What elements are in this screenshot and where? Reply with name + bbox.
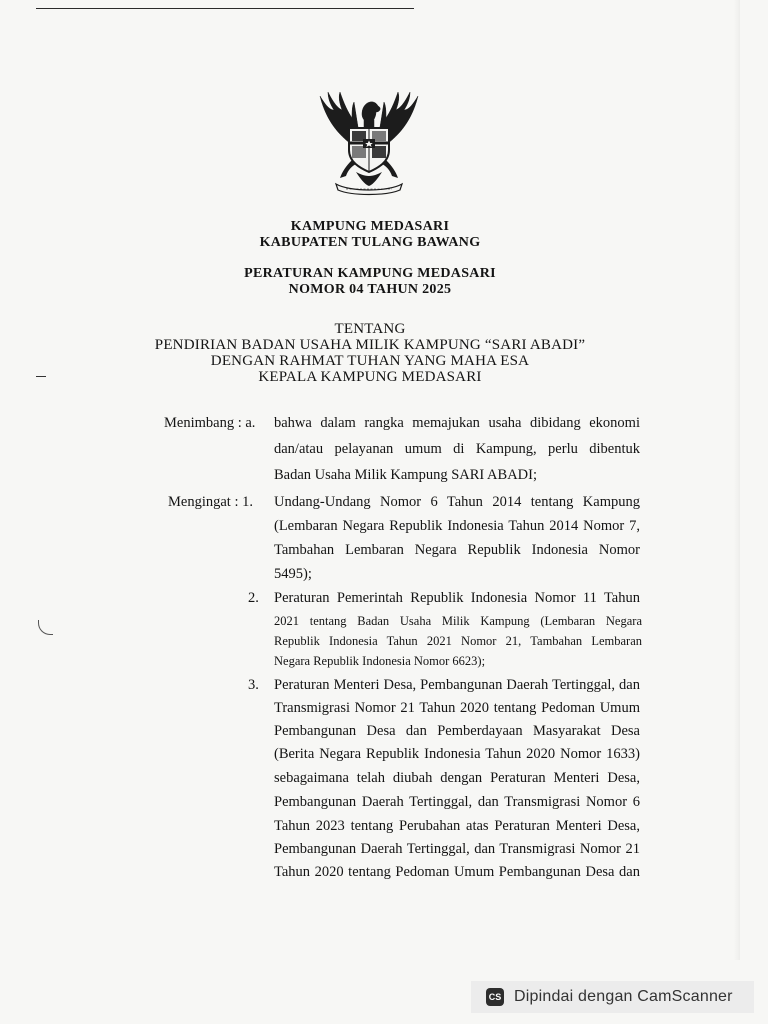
header-line-village: KAMPUNG MEDASARI bbox=[290, 219, 450, 234]
title-line-subject: PENDIRIAN BADAN USAHA MILIK KAMPUNG “SARI ABADI” bbox=[154, 337, 586, 353]
mengingat-item1-line: Tambahan Lembaran Negara Republik Indonesia Nomor bbox=[274, 542, 640, 558]
top-rule bbox=[36, 8, 414, 9]
mengingat-item2-number: 2. bbox=[248, 590, 259, 606]
mengingat-item3-line: Pembangunan Daerah Tertinggal, dan Transmigrasi Nomor 21 bbox=[274, 841, 640, 857]
mengingat-item1-line: (Lembaran Negara Republik Indonesia Tahun 2014 Nomor 7, bbox=[274, 518, 640, 534]
mengingat-item3-line: Tahun 2023 tentang Perubahan atas Peraturan Menteri Desa, bbox=[274, 818, 640, 834]
mengingat-item3-line: (Berita Negara Republik Indonesia Tahun 2020 Nomor 1633) bbox=[274, 746, 640, 762]
header-line-number: NOMOR 04 TAHUN 2025 bbox=[288, 282, 452, 297]
title-line-blessing: DENGAN RAHMAT TUHAN YANG MAHA ESA bbox=[210, 353, 530, 369]
mengingat-item2-line: 2021 tentang Badan Usaha Milik Kampung (Lembaran Negara bbox=[274, 614, 642, 628]
menimbang-label: Menimbang : a. bbox=[164, 415, 256, 431]
mengingat-item2-line: Negara Republik Indonesia Nomor 6623); bbox=[274, 654, 486, 668]
header-line-regulation: PERATURAN KAMPUNG MEDASARI bbox=[244, 266, 496, 281]
mengingat-item3-number: 3. bbox=[248, 677, 259, 693]
camscanner-logo-icon: CS bbox=[486, 988, 504, 1006]
title-line-head: KEPALA KAMPUNG MEDASARI bbox=[258, 369, 482, 385]
camscanner-watermark bbox=[471, 981, 754, 1013]
mengingat-item3-line: Peraturan Menteri Desa, Pembangunan Daerah Tertinggal, dan bbox=[274, 677, 640, 693]
mengingat-item2-line: Republik Indonesia Tahun 2021 Nomor 21, Tambahan Lembaran bbox=[274, 634, 642, 648]
mengingat-item3-line: Pembangunan Daerah Tertinggal, dan Transmigrasi Nomor 6 bbox=[274, 794, 640, 810]
mengingat-label: Mengingat : 1. bbox=[168, 494, 253, 510]
mengingat-item3-line: sebagaimana telah diubah dengan Peraturan Menteri Desa, bbox=[274, 770, 640, 786]
camscanner-text: Dipindai dengan CamScanner bbox=[514, 988, 733, 1005]
scan-mark bbox=[38, 620, 53, 635]
mengingat-item1-line: Undang-Undang Nomor 6 Tahun 2014 tentang Kampung bbox=[274, 494, 640, 510]
mengingat-item3-line: Transmigrasi Nomor 21 Tahun 2020 tentang Pedoman Umum bbox=[274, 700, 640, 716]
mengingat-item1-line: 5495); bbox=[274, 566, 312, 582]
mengingat-item3-line: Tahun 2020 tentang Pedoman Umum Pembangunan Desa dan bbox=[274, 864, 640, 880]
menimbang-line: bahwa dalam rangka memajukan usaha dibidang ekonomi bbox=[274, 415, 640, 431]
garuda-emblem-icon bbox=[316, 88, 422, 196]
mengingat-item2-line: Peraturan Pemerintah Republik Indonesia Nomor 11 Tahun bbox=[274, 590, 640, 606]
scan-edge-shadow bbox=[734, 0, 740, 960]
title-line-about: TENTANG bbox=[334, 321, 406, 337]
mengingat-item3-line: Pembangunan Desa dan Pemberdayaan Masyarakat Desa bbox=[274, 723, 640, 739]
header-line-regency: KABUPATEN TULANG BAWANG bbox=[259, 235, 481, 250]
menimbang-line: Badan Usaha Milik Kampung SARI ABADI; bbox=[274, 467, 537, 483]
menimbang-line: dan/atau pelayanan umum di Kampung, perlu dibentuk bbox=[274, 441, 640, 457]
